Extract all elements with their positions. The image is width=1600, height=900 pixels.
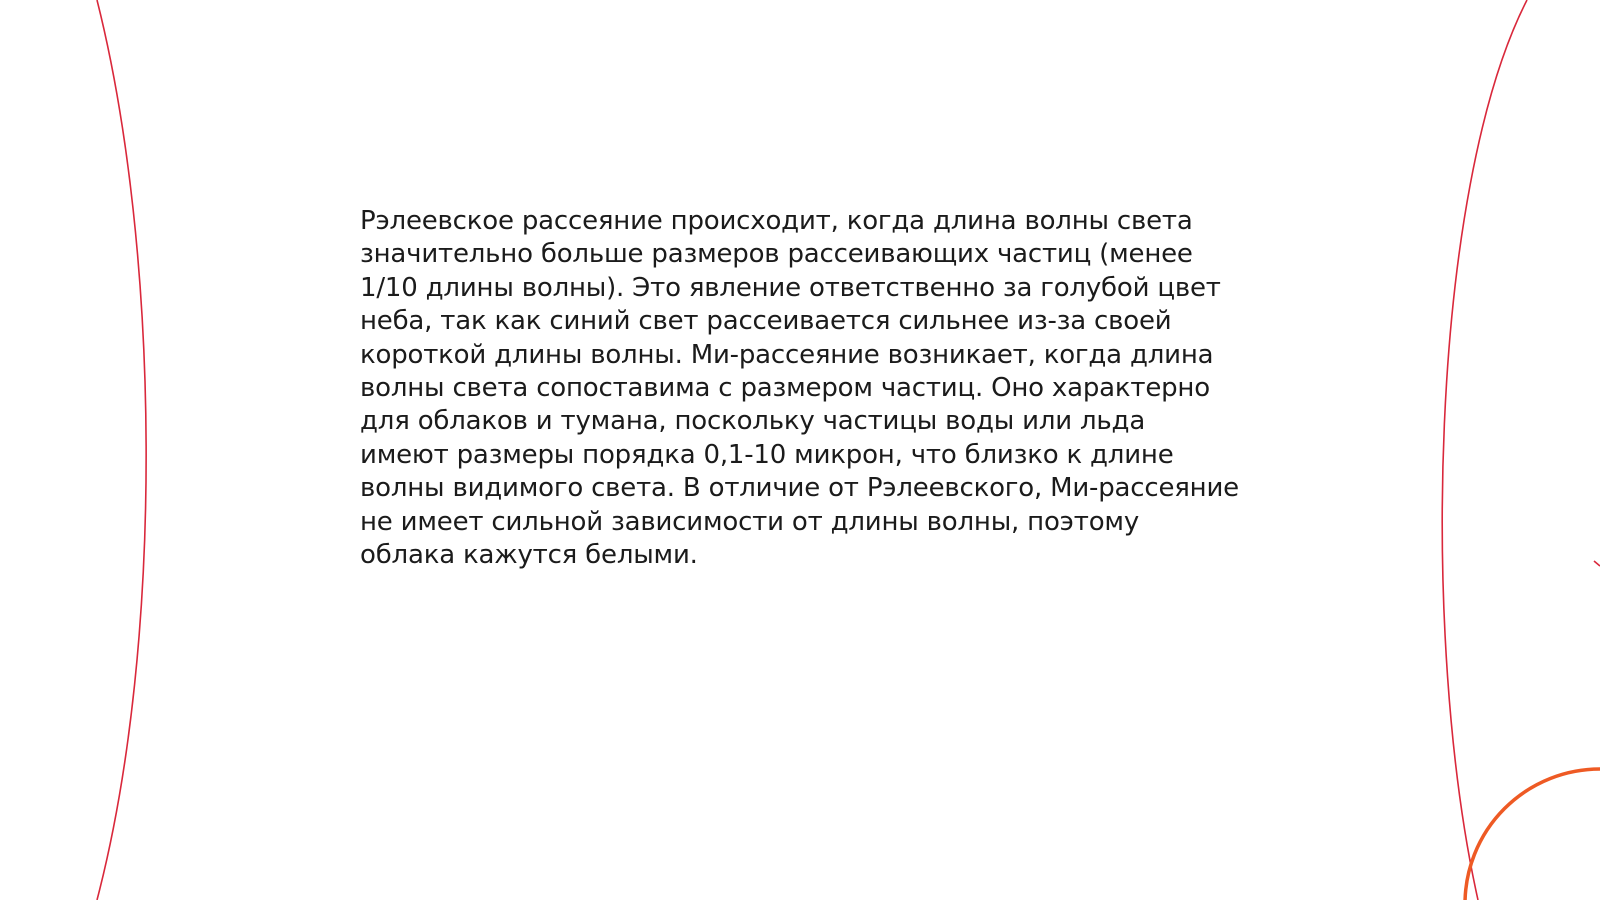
slide-body-text: Рэлеевское рассеяние происходит, когда длина волны света значительно больше размеров рассеивающих частиц (менее 1/10 длины волны). Это явление ответственно за голубой цвет неба, так как синий свет рассеивается сильнее из-за своей короткой длины волны. Ми-рассеяние возникает, когда длина волны света сопоставима с размером частиц. Оно характерно для облаков и тумана, поскольку частицы воды или льда имеют размеры порядка 0,1-10 микрон, что близко к длине волны видимого света. В отличие от Рэлеевского, Ми-рассеяние не имеет сильной зависимости от длины волны, поэтому облака кажутся белыми. bbox=[360, 206, 1239, 571]
right-edge-mark bbox=[1594, 561, 1600, 566]
bottom-right-orange-circle bbox=[1465, 769, 1600, 900]
right-arc-line bbox=[1442, 0, 1527, 900]
left-arc-line bbox=[97, 0, 146, 900]
